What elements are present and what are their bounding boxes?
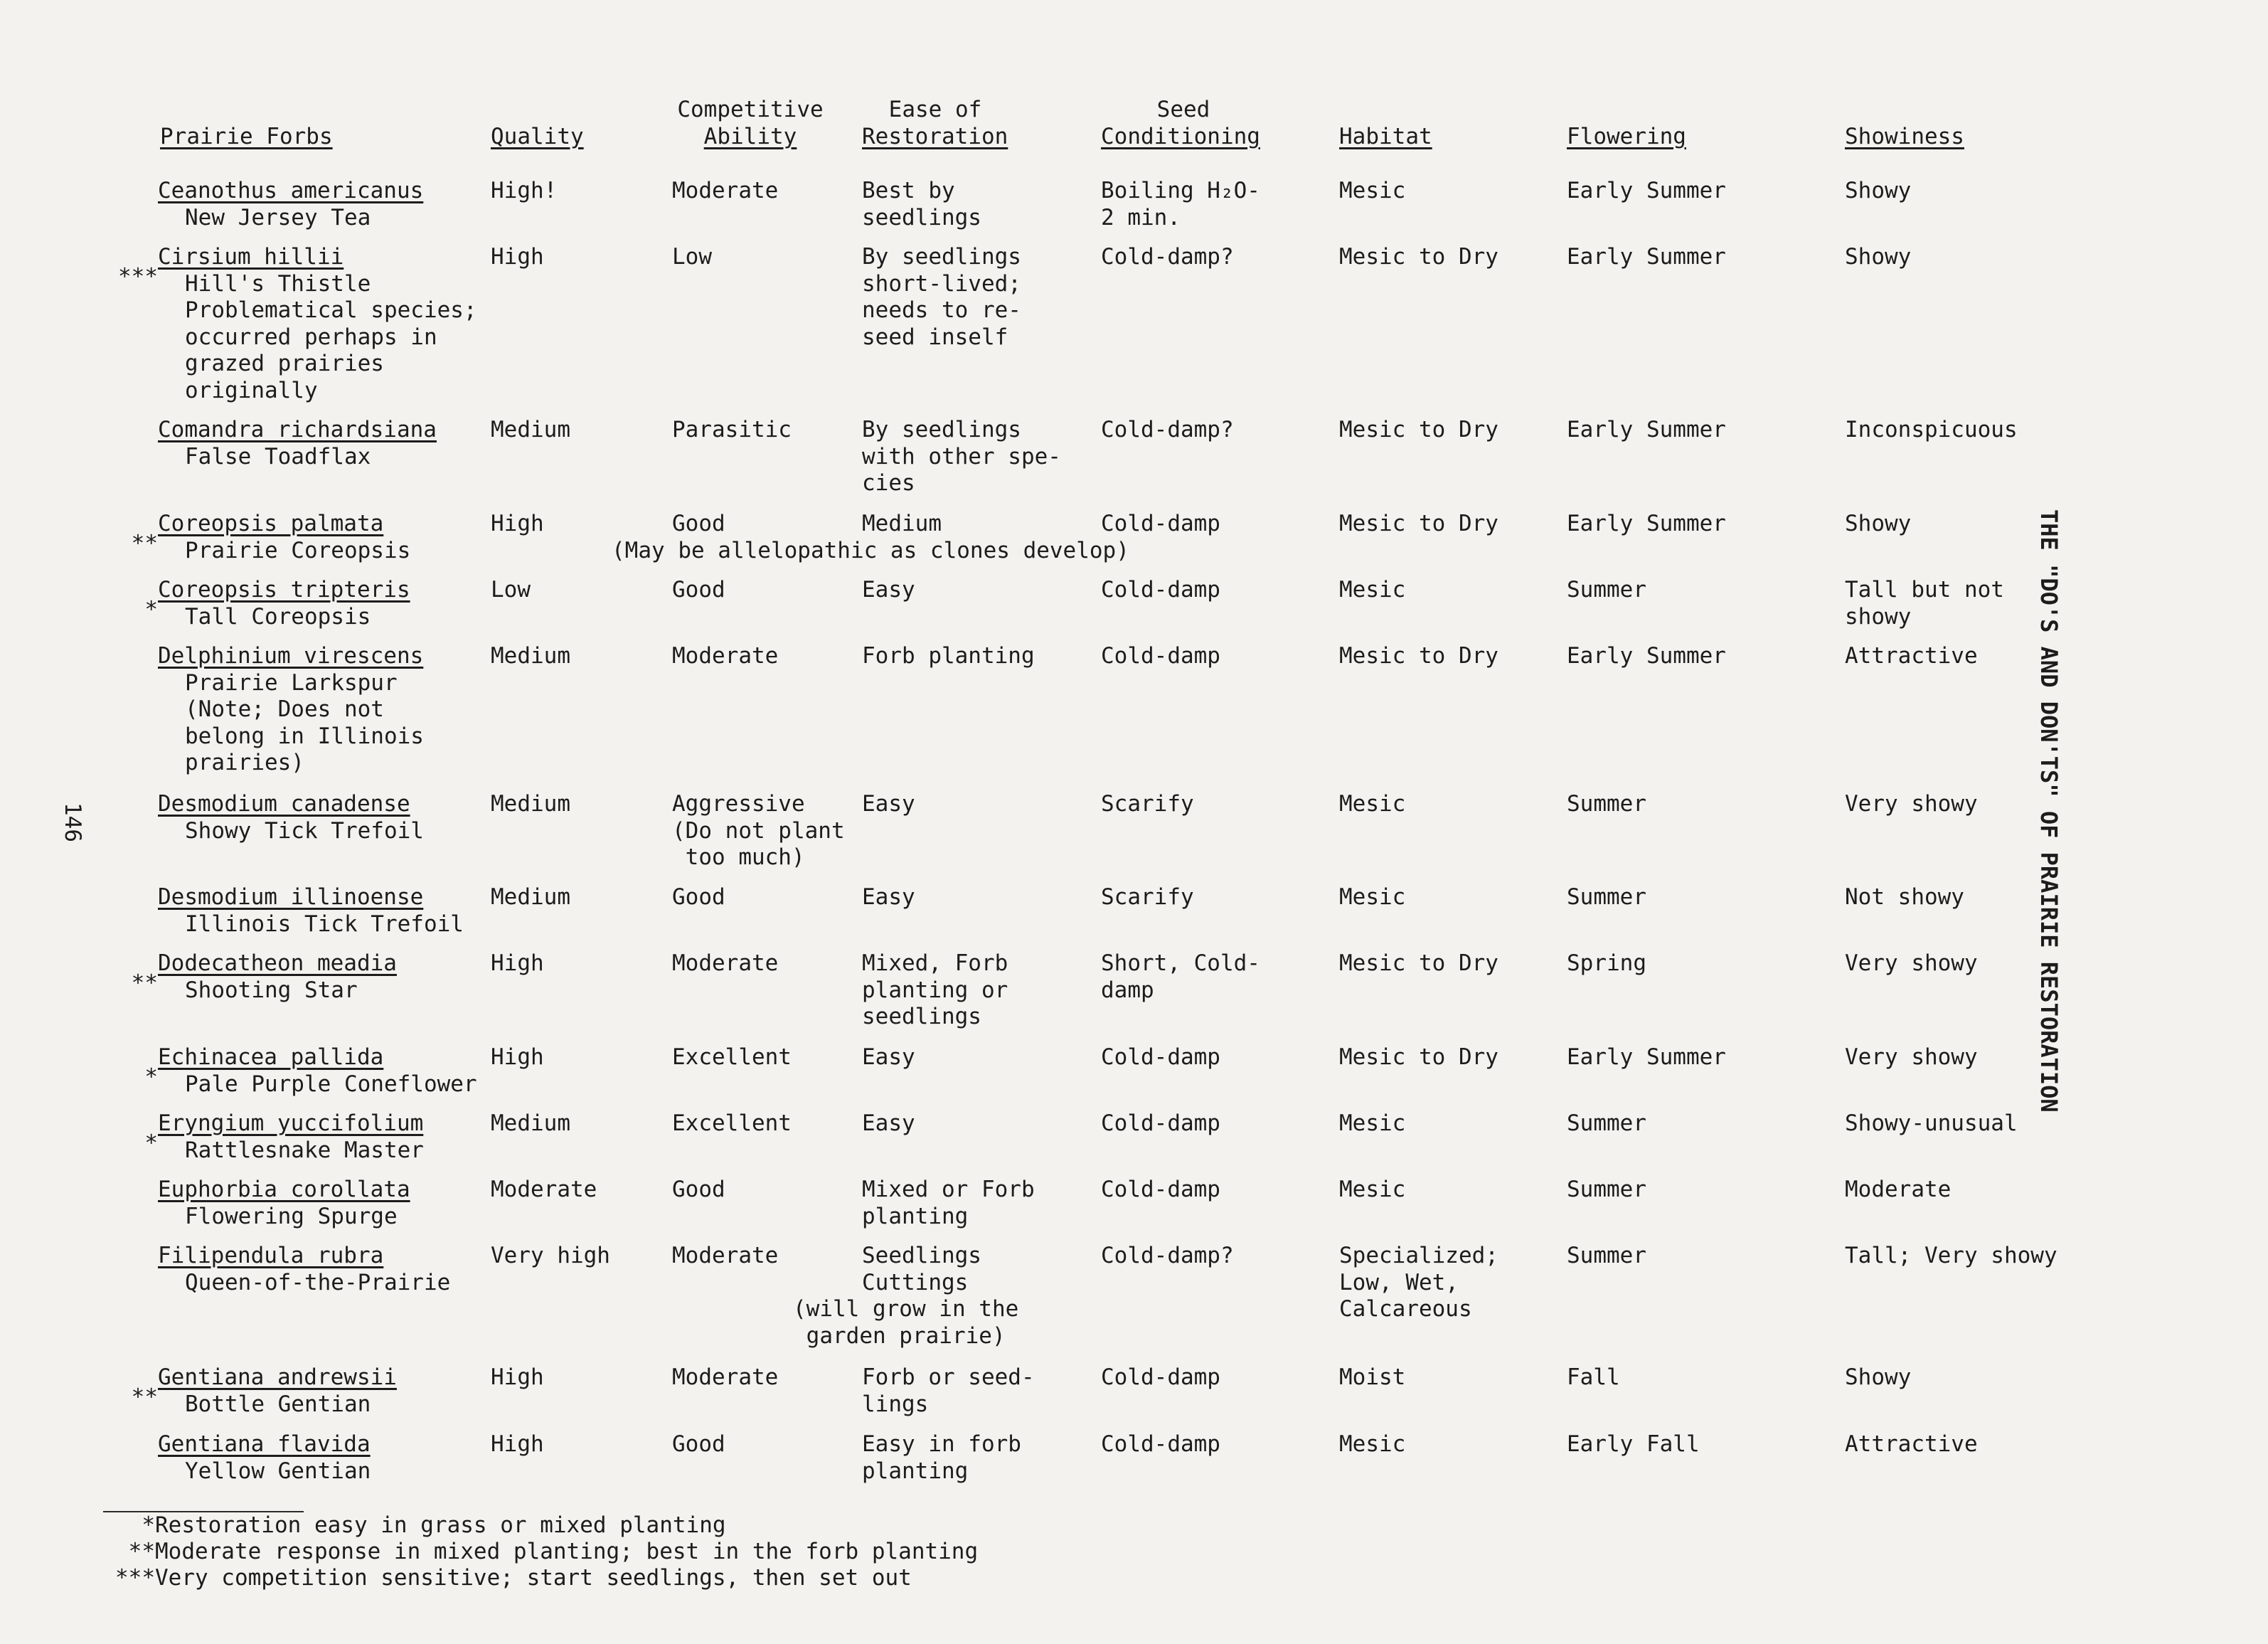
flowering-cell: Early Summer xyxy=(1567,178,1726,203)
flowering-cell: Early Fall xyxy=(1567,1431,1700,1457)
showiness-cell: Attractive xyxy=(1845,643,1978,669)
quality-cell: High! xyxy=(491,178,558,203)
scientific-name: Coreopsis palmata xyxy=(158,511,384,536)
scientific-name: Comandra richardsiana xyxy=(158,417,437,442)
competitive-cell: Good xyxy=(672,511,725,536)
common-name: Prairie Larkspur xyxy=(185,669,398,696)
common-name: Hill's Thistle xyxy=(185,270,371,297)
ease-cell: Medium xyxy=(862,511,942,536)
common-name: Shooting Star xyxy=(185,977,358,1003)
competitive-cell: Moderate xyxy=(672,1243,779,1268)
seed-cell: Cold-damp xyxy=(1101,1177,1220,1202)
footnote-marker: * xyxy=(144,597,158,622)
quality-cell: High xyxy=(491,950,544,976)
header-showiness: Showiness xyxy=(1845,124,1964,149)
ease-cell: Easy xyxy=(862,1110,915,1136)
common-name: Tall Coreopsis xyxy=(185,603,371,630)
scientific-name: Desmodium illinoense xyxy=(158,884,424,910)
quality-cell: High xyxy=(491,1044,544,1070)
quality-cell: High xyxy=(491,1364,544,1390)
footnote-marker: *** xyxy=(118,264,158,290)
habitat-cell: Mesic to Dry xyxy=(1339,417,1498,442)
competitive-cell: Moderate xyxy=(672,950,779,976)
habitat-cell: Moist xyxy=(1339,1364,1406,1390)
common-name: Bottle Gentian xyxy=(185,1391,371,1417)
competitive-cell: Good xyxy=(672,577,725,603)
footnote-marker: ** xyxy=(131,531,158,556)
scientific-name: Cirsium hillii xyxy=(158,244,344,270)
forb-name-cell xyxy=(158,884,464,938)
common-name: Pale Purple Coneflower xyxy=(185,1071,477,1097)
competitive-cell: Low xyxy=(672,244,712,270)
scientific-name: Euphorbia corollata xyxy=(158,1177,410,1202)
quality-cell: Medium xyxy=(491,884,570,910)
quality-cell: Medium xyxy=(491,417,570,442)
seed-cell: Short, Cold- damp xyxy=(1101,950,1260,1003)
species-note: Problematical species; occurred perhaps in grazed prairies originally xyxy=(185,297,477,403)
forb-name-cell xyxy=(158,1431,371,1485)
forb-name-cell xyxy=(158,643,424,777)
flowering-cell: Early Summer xyxy=(1567,417,1726,442)
header-seed-1: Seed xyxy=(1156,97,1210,122)
forb-name-cell xyxy=(144,1044,477,1098)
seed-cell: Scarify xyxy=(1101,791,1194,817)
footnote-marker: * xyxy=(144,1130,158,1156)
habitat-cell: Mesic xyxy=(1339,1431,1406,1457)
flowering-cell: Fall xyxy=(1567,1364,1620,1390)
scientific-name: Dodecatheon meadia xyxy=(158,950,397,976)
footnote-single-star: *Restoration easy in grass or mixed planting xyxy=(115,1512,726,1538)
common-name: Yellow Gentian xyxy=(185,1458,371,1484)
quality-cell: High xyxy=(491,511,544,536)
seed-cell: Cold-damp xyxy=(1101,643,1220,669)
scientific-name: Coreopsis tripteris xyxy=(158,577,410,603)
forb-name-cell xyxy=(158,417,437,470)
habitat-cell: Mesic xyxy=(1339,178,1406,203)
flowering-cell: Early Summer xyxy=(1567,1044,1726,1070)
page-number: 146 xyxy=(60,802,85,842)
quality-cell: High xyxy=(491,1431,544,1457)
common-name: Flowering Spurge xyxy=(185,1203,398,1229)
forb-name-cell xyxy=(144,577,410,630)
forb-name-cell xyxy=(131,511,411,564)
habitat-cell: Mesic to Dry xyxy=(1339,643,1498,669)
competitive-cell: Excellent xyxy=(672,1044,792,1070)
competitive-cell: Parasitic xyxy=(672,417,792,442)
forb-name-cell xyxy=(131,950,397,1004)
competitive-cell: Moderate xyxy=(672,178,779,203)
scientific-name: Delphinium virescens xyxy=(158,643,424,669)
ease-cell: Easy xyxy=(862,1044,915,1070)
seed-cell: Scarify xyxy=(1101,884,1194,910)
habitat-cell: Mesic xyxy=(1339,577,1406,603)
flowering-cell: Early Summer xyxy=(1567,643,1726,669)
habitat-cell: Mesic xyxy=(1339,884,1406,910)
showiness-cell: Very showy xyxy=(1845,1044,1978,1070)
seed-cell: Cold-damp? xyxy=(1101,1243,1234,1268)
ease-cell: Easy xyxy=(862,577,915,603)
scientific-name: Ceanothus americanus xyxy=(158,178,424,203)
habitat-cell: Mesic xyxy=(1339,791,1406,817)
ease-cell: Easy xyxy=(862,884,915,910)
footnote-double-star: **Moderate response in mixed planting; best in the forb planting xyxy=(115,1539,979,1564)
forb-name-cell xyxy=(158,1177,410,1230)
scientific-name: Eryngium yuccifolium xyxy=(158,1110,424,1136)
showiness-cell: Showy xyxy=(1845,1364,1912,1390)
showiness-cell: Very showy xyxy=(1845,950,1978,976)
flowering-cell: Spring xyxy=(1567,950,1646,976)
ease-cell: Forb planting xyxy=(862,643,1035,669)
scientific-name: Desmodium canadense xyxy=(158,791,410,817)
common-name: New Jersey Tea xyxy=(185,204,371,230)
seed-cell: Boiling H₂O- 2 min. xyxy=(1101,178,1260,230)
seed-cell: Cold-damp xyxy=(1101,1364,1220,1390)
common-name: Queen-of-the-Prairie xyxy=(185,1269,451,1295)
flowering-cell: Summer xyxy=(1567,791,1646,817)
side-title: THE "DO'S AND DON'TS" OF PRAIRIE RESTORATION xyxy=(2035,509,2062,1113)
seed-cell: Cold-damp xyxy=(1101,1044,1220,1070)
footnote-marker: ** xyxy=(131,970,158,996)
common-name: Rattlesnake Master xyxy=(185,1137,424,1163)
showiness-cell: Inconspicuous xyxy=(1845,417,2018,442)
quality-cell: Very high xyxy=(491,1243,610,1268)
ease-cell: Easy in forb planting xyxy=(862,1431,1021,1484)
seed-cell: Cold-damp xyxy=(1101,511,1220,536)
common-name: Prairie Coreopsis xyxy=(185,537,411,563)
competitive-cell: Moderate xyxy=(672,643,779,669)
flowering-cell: Early Summer xyxy=(1567,511,1726,536)
habitat-cell: Mesic to Dry xyxy=(1339,1044,1498,1070)
ease-cell: By seedlings short-lived; needs to re- seed inself xyxy=(862,244,1021,350)
flowering-cell: Summer xyxy=(1567,1243,1646,1268)
quality-cell: Moderate xyxy=(491,1177,597,1202)
footnote-triple-star: ***Very competition sensitive; start seedlings, then set out xyxy=(115,1565,912,1591)
habitat-cell: Mesic to Dry xyxy=(1339,244,1498,270)
seed-cell: Cold-damp xyxy=(1101,1110,1220,1136)
forb-name-cell xyxy=(131,1364,397,1418)
header-ease-1: Ease of xyxy=(888,97,982,122)
flowering-cell: Summer xyxy=(1567,1177,1646,1202)
header-flowering: Flowering xyxy=(1567,124,1686,149)
habitat-cell: Mesic to Dry xyxy=(1339,511,1498,536)
showiness-cell: Showy-unusual xyxy=(1845,1110,2018,1136)
habitat-cell: Mesic xyxy=(1339,1110,1406,1136)
competitive-cell: Excellent xyxy=(672,1110,792,1136)
ease-cell: Mixed or Forb planting xyxy=(862,1177,1035,1229)
header-forbs: Prairie Forbs xyxy=(160,124,333,149)
flowering-cell: Summer xyxy=(1567,884,1646,910)
seed-cell: Cold-damp xyxy=(1101,1431,1220,1457)
ease-cell: Best by seedlings xyxy=(862,178,981,230)
ease-cell: Easy xyxy=(862,791,915,817)
showiness-cell: Showy xyxy=(1845,178,1912,203)
forb-name-cell xyxy=(158,178,423,231)
ease-cell: By seedlings with other spe- cies xyxy=(862,417,1061,496)
row-span-note: (will grow in the garden prairie) xyxy=(793,1296,1019,1349)
common-name: Illinois Tick Trefoil xyxy=(185,911,464,937)
showiness-cell: Showy xyxy=(1845,511,1912,536)
habitat-cell: Mesic to Dry xyxy=(1339,950,1498,976)
forb-name-cell xyxy=(144,1110,424,1164)
forb-name-cell xyxy=(158,791,424,844)
seed-cell: Cold-damp? xyxy=(1101,417,1234,442)
seed-cell: Cold-damp xyxy=(1101,577,1220,603)
flowering-cell: Summer xyxy=(1567,1110,1646,1136)
showiness-cell: Attractive xyxy=(1845,1431,1978,1457)
header-seed-2: Conditioning xyxy=(1101,124,1260,149)
ease-cell: Mixed, Forb planting or seedlings xyxy=(862,950,1008,1029)
scientific-name: Gentiana flavida xyxy=(158,1431,371,1457)
flowering-cell: Early Summer xyxy=(1567,244,1726,270)
header-quality: Quality xyxy=(491,124,584,149)
showiness-cell: Showy xyxy=(1845,244,1912,270)
showiness-cell: Not showy xyxy=(1845,884,1964,910)
scientific-name: Echinacea pallida xyxy=(158,1044,384,1070)
showiness-cell: Moderate xyxy=(1845,1177,1952,1202)
flowering-cell: Summer xyxy=(1567,577,1646,603)
ease-cell: Seedlings Cuttings xyxy=(862,1243,981,1295)
quality-cell: Low xyxy=(491,577,531,603)
quality-cell: Medium xyxy=(491,643,570,669)
ease-cell: Forb or seed- lings xyxy=(862,1364,1035,1417)
showiness-cell: Tall but not showy xyxy=(1845,577,2004,630)
habitat-cell: Specialized; Low, Wet, Calcareous xyxy=(1339,1243,1498,1322)
header-competitive-1: Competitive xyxy=(677,97,824,122)
footnote-marker: * xyxy=(144,1064,158,1090)
quality-cell: Medium xyxy=(491,1110,570,1136)
scientific-name: Gentiana andrewsii xyxy=(158,1364,397,1390)
competitive-cell: Aggressive (Do not plant too much) xyxy=(672,791,845,870)
footnote-marker: ** xyxy=(131,1384,158,1410)
competitive-cell: Good xyxy=(672,1431,725,1457)
scientific-name: Filipendula rubra xyxy=(158,1243,384,1268)
competitive-cell: Good xyxy=(672,1177,725,1202)
quality-cell: High xyxy=(491,244,544,270)
showiness-cell: Tall; Very showy xyxy=(1845,1243,2057,1268)
forb-name-cell xyxy=(158,1243,450,1296)
common-name: Showy Tick Trefoil xyxy=(185,817,424,844)
forb-name-cell xyxy=(118,244,477,404)
showiness-cell: Very showy xyxy=(1845,791,1978,817)
competitive-cell: Good xyxy=(672,884,725,910)
quality-cell: Medium xyxy=(491,791,570,817)
header-ease-2: Restoration xyxy=(862,124,1008,149)
header-competitive-2: Ability xyxy=(703,124,797,149)
species-note: (Note; Does not belong in Illinois prairies) xyxy=(185,696,424,775)
row-span-note: (May be allelopathic as clones develop) xyxy=(612,537,1129,563)
seed-cell: Cold-damp? xyxy=(1101,244,1234,270)
bleed-through xyxy=(1067,285,1080,309)
common-name: False Toadflax xyxy=(185,443,371,470)
competitive-cell: Moderate xyxy=(672,1364,779,1390)
habitat-cell: Mesic xyxy=(1339,1177,1406,1202)
header-habitat: Habitat xyxy=(1339,124,1432,149)
